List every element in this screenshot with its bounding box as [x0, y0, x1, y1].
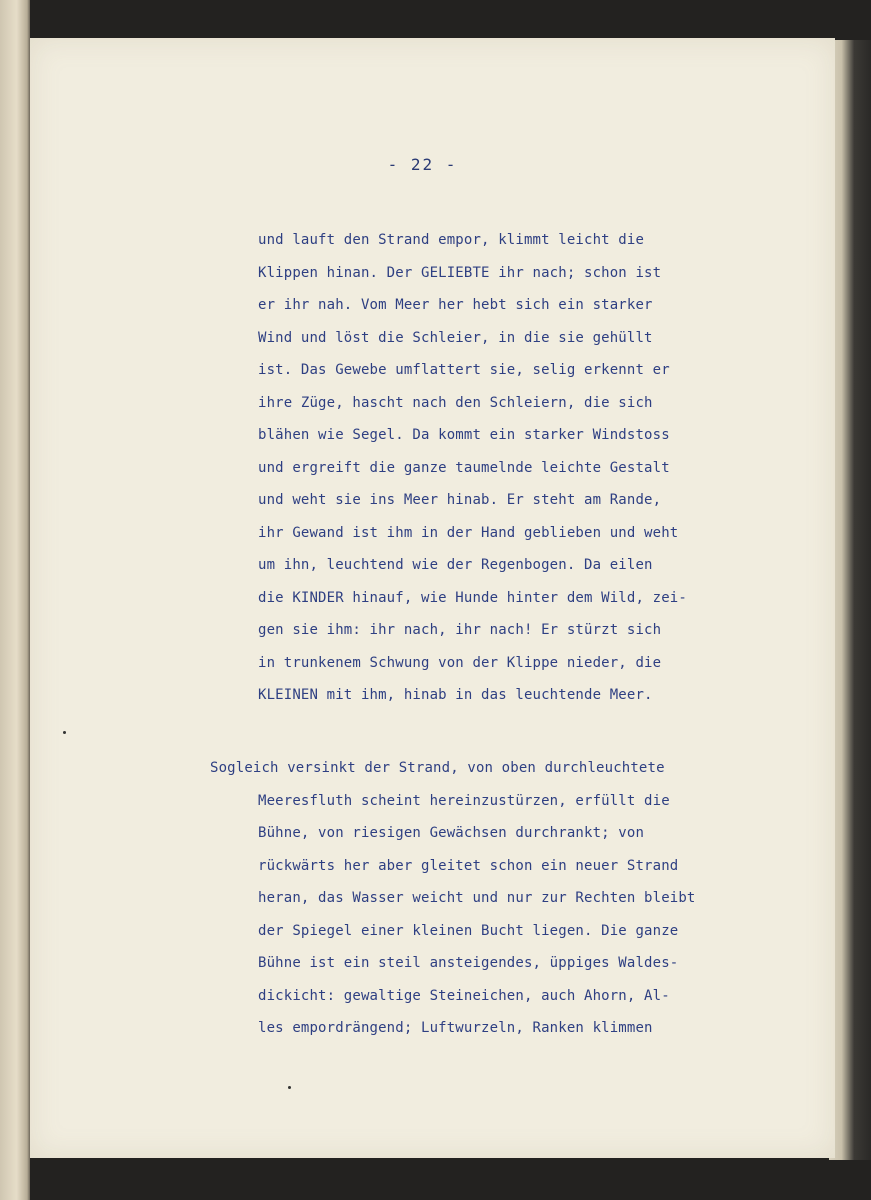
text-line: in trunkenem Schwung von der Klippe nieder, die	[258, 654, 662, 671]
ink-speck	[63, 731, 66, 734]
text-line: heran, das Wasser weicht und nur zur Rechten bleibt	[258, 890, 696, 906]
text-line: Sogleich versinkt der Strand, von oben durchleuchtete	[210, 760, 665, 776]
page-number: - 22 -	[387, 155, 458, 174]
text-line: er ihr nah. Vom Meer her hebt sich ein starker	[258, 297, 653, 313]
text-line: um ihn, leuchtend wie der Regenbogen. Da eilen	[258, 557, 653, 573]
paragraph-2	[210, 752, 696, 1045]
text-line: Meeresfluth scheint hereinzustürzen, erfüllt die	[258, 792, 670, 809]
text-line: les empordrängend; Luftwurzeln, Ranken klimmen	[258, 1020, 653, 1036]
book-binding-edge	[829, 40, 871, 1160]
text-line: Bühne, von riesigen Gewächsen durchrankt; von	[258, 825, 645, 841]
text-line: und lauft den Strand empor, klimmt leicht die	[258, 232, 645, 248]
text-line: und ergreift die ganze taumelnde leichte Gestalt	[258, 459, 670, 476]
typewritten-page	[30, 38, 835, 1158]
text-line: ist. Das Gewebe umflattert sie, selig erkennt er	[258, 362, 670, 378]
text-line: Klippen hinan. Der GELIEBTE ihr nach; schon ist	[258, 264, 662, 281]
text-line: KLEINEN mit ihm, hinab in das leuchtende Meer.	[258, 687, 653, 703]
text-line: die KINDER hinauf, wie Hunde hinter dem Wild, zei-	[258, 589, 687, 606]
text-line: blähen wie Segel. Da kommt ein starker Windstoss	[258, 427, 670, 443]
ink-speck	[288, 1086, 291, 1089]
text-line: und weht sie ins Meer hinab. Er steht am Rande,	[258, 492, 662, 508]
text-line: ihre Züge, hascht nach den Schleiern, die sich	[258, 394, 653, 411]
text-line: Wind und löst die Schleier, in die sie gehüllt	[258, 329, 653, 346]
text-line: Bühne ist ein steil ansteigendes, üppiges Waldes-	[258, 955, 679, 971]
text-line: der Spiegel einer kleinen Bucht liegen. Die ganze	[258, 922, 679, 939]
text-line: ihr Gewand ist ihm in der Hand geblieben und weht	[258, 524, 679, 541]
paragraph-1	[258, 224, 687, 712]
text-line: dickicht: gewaltige Steineichen, auch Ahorn, Al-	[258, 987, 670, 1004]
left-page-edge	[0, 0, 30, 1200]
text-line: gen sie ihm: ihr nach, ihr nach! Er stürzt sich	[258, 622, 662, 638]
text-line: rückwärts her aber gleitet schon ein neuer Strand	[258, 857, 679, 874]
